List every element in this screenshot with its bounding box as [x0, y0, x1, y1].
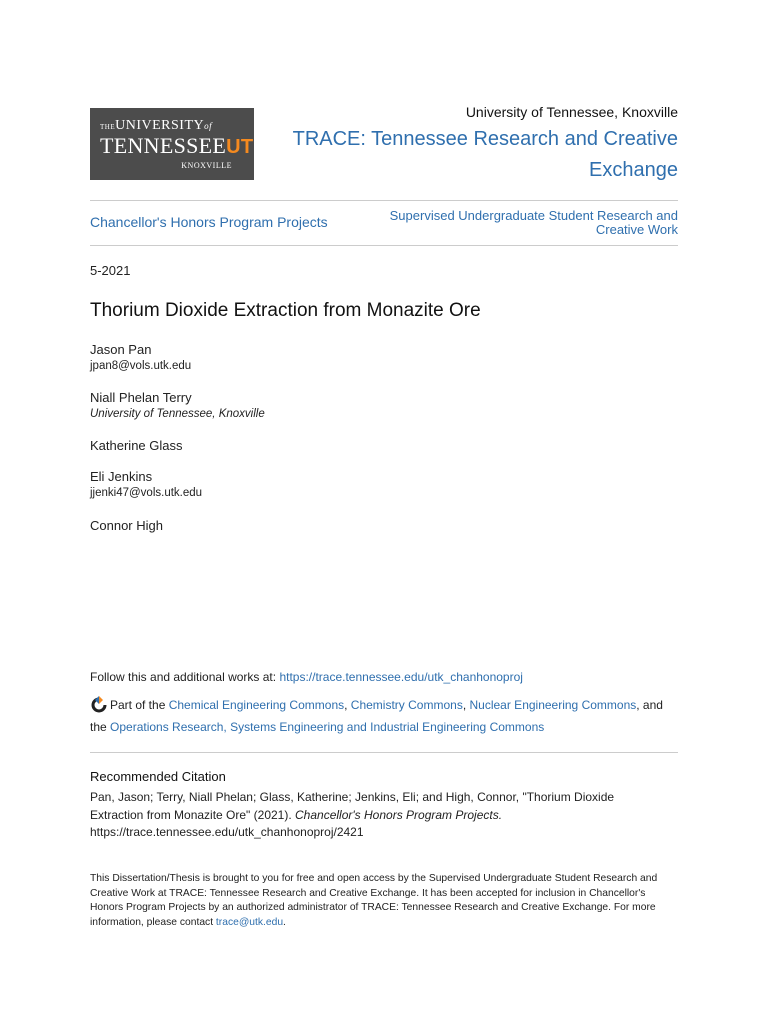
- contact-email-link[interactable]: trace@utk.edu: [215, 916, 284, 928]
- author-affiliation: University of Tennessee, Knoxville: [90, 408, 265, 420]
- separator: ,: [462, 698, 470, 712]
- author-entry: [90, 438, 183, 454]
- follow-label: Follow this and additional works at:: [90, 670, 280, 684]
- parent-collection-link[interactable]: Supervised Undergraduate Student Research and Creative Work: [389, 208, 678, 237]
- logo-line-university: THEUNIVERSITYof: [100, 118, 213, 133]
- author-name: Katherine Glass: [90, 438, 183, 453]
- author-entry: [90, 390, 265, 422]
- institution-name: University of Tennessee, Knoxville: [465, 104, 678, 120]
- disclaimer-text: This Dissertation/Thesis is brought to you for free and open access by the Supervised Undergraduate Student Research and Creative Work at TRACE: Tennessee Research and Creative Exchange. It has been accepted for inclusion in Chancellor's Honors Program Projects by an authorized administrator of TRACE: Tennessee Research and Creative Exchange. For more information, please contact: [90, 873, 658, 928]
- separator: ,: [344, 698, 351, 712]
- operations-research-commons-link[interactable]: Operations Research, Systems Engineering and Industrial Engineering Commons: [110, 720, 545, 734]
- follow-line: [90, 670, 523, 684]
- author-name: Connor High: [90, 518, 163, 533]
- paper-title: Thorium Dioxide Extraction from Monazite Ore: [90, 300, 481, 321]
- citation-body: Pan, Jason; Terry, Niall Phelan; Glass, Katherine; Jenkins, Eli; and High, Connor, "Thorium Dioxide Extraction from Monazite Ore" (2021).: [90, 790, 615, 822]
- citation-series: Chancellor's Honors Program Projects.: [295, 807, 503, 822]
- chemistry-commons-link[interactable]: Chemistry Commons: [350, 698, 463, 712]
- author-email: jjenki47@vols.utk.edu: [90, 487, 203, 499]
- author-entry: [90, 518, 163, 534]
- nuclear-engineering-commons-link[interactable]: Nuclear Engineering Commons: [469, 698, 637, 712]
- cover-page: [90, 0, 678, 1024]
- university-logo[interactable]: [90, 108, 254, 180]
- follow-url-link[interactable]: https://trace.tennessee.edu/utk_chanhonoproj: [279, 670, 523, 684]
- part-of-commons: [90, 694, 680, 738]
- access-disclaimer: [90, 872, 680, 930]
- nav-divider: [90, 245, 678, 246]
- author-entry: [90, 342, 191, 374]
- citation-url: https://trace.tennessee.edu/utk_chanhonoproj/2421: [90, 825, 364, 839]
- header-divider: [90, 200, 678, 201]
- citation-text: [90, 789, 650, 842]
- chemical-engineering-commons-link[interactable]: Chemical Engineering Commons: [168, 698, 345, 712]
- author-name: Jason Pan: [90, 342, 152, 357]
- bepress-commons-icon: [90, 695, 108, 713]
- author-name: Niall Phelan Terry: [90, 390, 192, 405]
- part-of-prefix: Part of the: [110, 698, 169, 712]
- citation-heading: Recommended Citation: [90, 769, 226, 784]
- author-email: jpan8@vols.utk.edu: [90, 360, 192, 372]
- publication-date: 5-2021: [90, 263, 131, 278]
- author-entry: [90, 469, 202, 501]
- and-the: , and the: [90, 698, 663, 734]
- disclaimer-end: .: [283, 916, 286, 928]
- repository-link[interactable]: TRACE: Tennessee Research and Creative Exchange: [292, 128, 678, 181]
- author-name: Eli Jenkins: [90, 469, 153, 484]
- collection-link[interactable]: Chancellor's Honors Program Projects: [90, 214, 328, 230]
- citation-divider: [90, 752, 678, 753]
- logo-line-tennessee: TENNESSEEUT: [100, 133, 254, 158]
- logo-line-knoxville: KNOXVILLE: [181, 161, 232, 170]
